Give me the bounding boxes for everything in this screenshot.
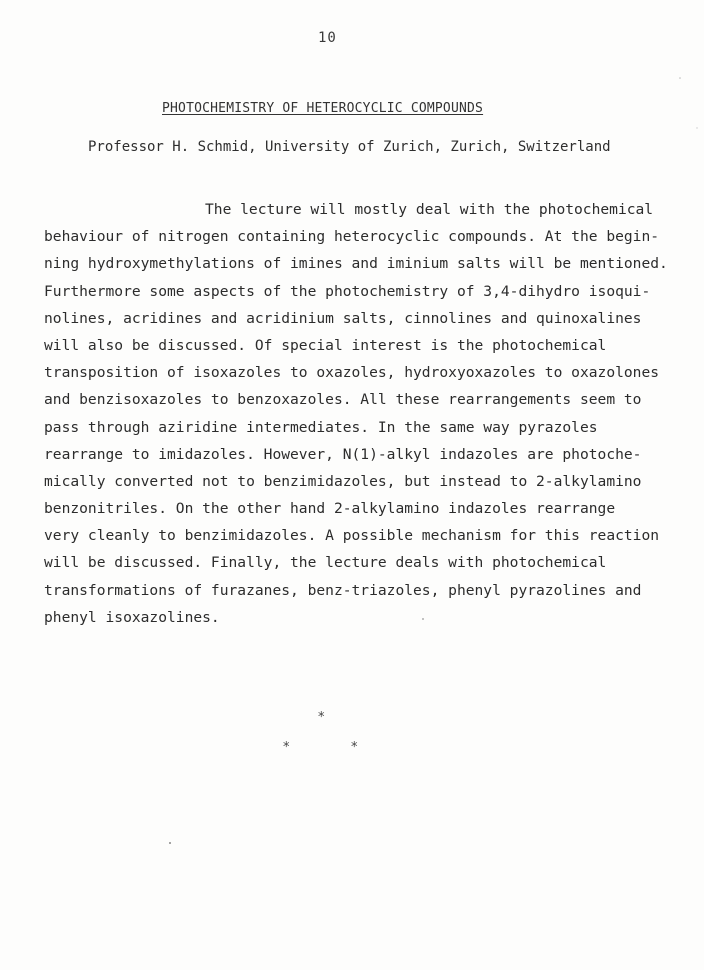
abstract-line-9: pass through aziridine intermediates. In the same way pyrazoles xyxy=(44,418,598,436)
asterisk-ornament-top: * xyxy=(318,710,325,725)
asterisk-ornament-right: * xyxy=(351,740,358,755)
abstract-line-2: behaviour of nitrogen containing heterocyclic compounds. At the begin- xyxy=(44,228,660,246)
abstract-line-7: transposition of isoxazoles to oxazoles, hydroxyoxazoles to oxazolones xyxy=(44,364,660,382)
asterisk-ornament-left: * xyxy=(283,740,290,755)
abstract-body xyxy=(44,196,668,631)
page-number: 10 xyxy=(318,30,337,46)
document-title: PHOTOCHEMISTRY OF HETEROCYCLIC COMPOUNDS xyxy=(162,101,484,116)
abstract-line-6: will also be discussed. Of special interest is the photochemical xyxy=(44,336,607,354)
abstract-line-11: mically converted not to benzimidazoles, but instead to 2-alkylamino xyxy=(44,472,642,490)
abstract-line-15: transformations of furazanes, benz-triazoles, phenyl pyrazolines and xyxy=(44,581,642,599)
abstract-line-4: Furthermore some aspects of the photochemistry of 3,4-dihydro isoqui- xyxy=(44,282,651,300)
author-line: Professor H. Schmid, University of Zurich, Zurich, Switzerland xyxy=(88,139,611,155)
abstract-line-5: nolines, acridines and acridinium salts, cinnolines and quinoxalines xyxy=(44,309,642,327)
abstract-line-16: phenyl isoxazolines. xyxy=(44,608,220,626)
abstract-line-12: benzonitriles. On the other hand 2-alkylamino indazoles rearrange xyxy=(44,500,616,518)
abstract-line-13: very cleanly to benzimidazoles. A possible mechanism for this reaction xyxy=(44,527,660,545)
abstract-line-3: ning hydroxymethylations of imines and iminium salts will be mentioned. xyxy=(44,255,668,273)
abstract-line-8: and benzisoxazoles to benzoxazoles. All these rearrangements seem to xyxy=(44,391,642,409)
abstract-line-10: rearrange to imidazoles. However, N(1)-alkyl indazoles are photoche- xyxy=(44,445,642,463)
abstract-line-1: The lecture will mostly deal with the photochemical xyxy=(205,201,654,218)
abstract-line-14: will be discussed. Finally, the lecture deals with photochemical xyxy=(44,554,607,572)
